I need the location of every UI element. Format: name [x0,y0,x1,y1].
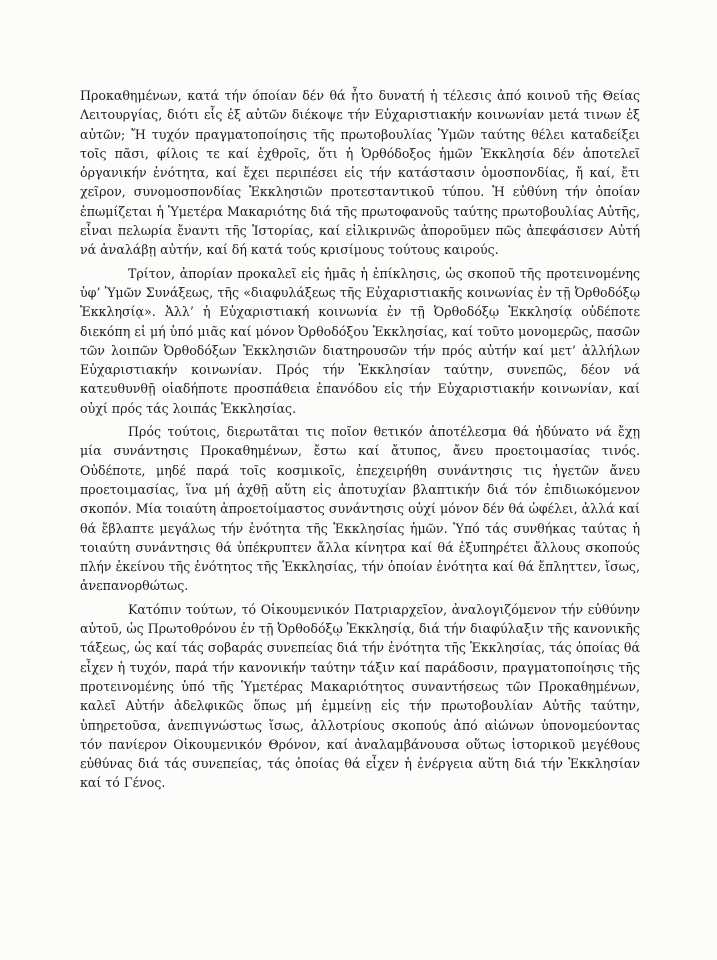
paragraph-continuation: Προκαθημένων, κατά τήν όποίαν δέν θά ἦτο δυνατή ἡ τέλεσις ἀπό κοινοῦ τῆς Θείας Λειτουργίας, διότι εἷς ἐξ αὐτῶν διέκοψε τήν Εὐχαριστιακήν κοινωνίαν μετά τινων ἐξ αὐτῶν; Ἤ τυχόν πραγματοποίησις τῆς πρωτοβουλίας Ὑμῶν ταύτης θέλει καταδείξει τοῖς πᾶσι, φίλοις τε καί ἐχθροῖς, ὅτι ἡ Ὀρθόδοξος ἡμῶν Ἐκκλησία δέν ἀποτελεῖ ὀργανικήν ἑνότητα, καί ἔχει περιπέσει εἰς τήν κατάστασιν ὁμοσπονδίας, ἤ καί, ἔτι χεῖρον, συνομοσπονδίας Ἐκκλησιῶν προτεσταντικοῦ τύπου. Ἡ εὐθύνη τήν ὁποίαν ἐπωμίζεται ἡ Ὑμετέρα Μακαριότης διά τῆς πρωτοφανοῦς ταύτης πρωτοβουλίας Αὐτῆς, εἶναι πελωρία ἔναντι τῆς Ἱστορίας, καί εἰλικρινῶς ἀπορoῦμεν πῶς ἀπεφάσισεν Αὐτή νά ἀναλάβῃ αὐτήν, καί δή κατά τούς κρισίμους τούτους καιρούς. [80,88,640,258]
paragraph-conclusion: Κατόπιν τούτων, τό Οἰκουμενικόν Πατριαρχεῖον, ἀναλογιζόμενον τήν εὐθύνην αὐτοῦ, ὡς Πρωτοθρόνου ἐν τῇ Ὀρθοδόξῳ Ἐκκλησίᾳ, διά τήν διαφύλαξιν τῆς κανονικῆς τάξεως, ὡς καί τάς σοβαράς συνεπείας διά τήν ἑνότητα τῆς Ἐκκλησίας, τάς ὁποίας θά εἶχεν ἡ τυχόν, παρά τήν κανονικήν ταύτην τάξιν καί παράδοσιν, πραγματοποίησις τῆς προτεινομένης ὑπό τῆς Ὑμετέρας Μακαριότητος συναντήσεως τῶν Προκαθημένων, καλεῖ Αὐτήν ἀδελφικῶς ὅπως μή ἐμμείνῃ εἰς τήν πρωτοβουλίαν Αὐτῆς ταύτην, ὑπηρετοῦσα, ἀνεπιγνώστως ἴσως, ἀλλοτρίους σκοπούς ἀπό αἰώνων ὑπονομεύοντας τόν πανίερον Οἰκουμενικόν Θρόνον, καί ἀναλαμβάνουσα οὕτως ἱστορικοῦ μεγέθους εὐθύνας διά τάς συνεπείας, τάς ὁποίας θά εἶχεν ἡ ἐνέργεια αὕτη διά τήν Ἐκκλησίαν καί τό Γένος. [80,601,640,791]
letter-body [80,86,640,797]
paragraph-meeting-preparation: Πρός τούτοις, διερωτᾶται τις ποῖον θετικόν ἀποτέλεσμα θά ἠδύνατο νά ἔχῃ μία συνάντησις Προκαθημένων, ἔστω καί ἄτυπος, ἄνευ προετοιμασίας τινός. Οὐδέποτε, μηδέ παρά τοῖς κοσμικοῖς, ἐπεχειρήθη συνάντησις τις ἡγετῶν ἄνευ προετοιμασίας, ἵνα μή ἀχθῇ αὕτη εἰς ἀποτυχίαν βλαπτικήν διά τόν ἐπιδιωκόμενον σκοπόν. Μία τοιαύτη ἀπροετοίμαστος συνάντησις οὐχί μόνον δέν θά ὠφέλει, ἀλλά καί θά ἔβλαπτε μεγάλως τήν ἑνότητα τῆς Ἐκκλησίας ἡμῶν. Ὑπό τάς συνθήκας ταύτας ἡ τοιαύτη συνάντησις θά ὑπέκρυπτεν ἄλλα κίνητρα καί θά ἐξυπηρέτει ἄλλους σκοπούς πλήν ἐκείνου τῆς ἑνότητος τῆς Ἐκκλησίας, τήν ὁποίαν ἑνότητα καί θά ἔπληττεν, ἴσως, ἀνεπανορθώτως. [80,424,640,594]
paragraph-third-point: Τρίτον, ἀπορίαν προκαλεῖ εἰς ἡμᾶς ἡ ἐπίκλησις, ὡς σκοποῦ τῆς προτεινομένης ὑφ’ Ὑμῶν Συνάξεως, τῆς «διαφυλάξεως τῆς Εὐχαριστιακῆς κοινωνίας ἐν τῇ Ὀρθοδόξῳ Ἐκκλησίᾳ». Ἀλλ’ ἡ Εὐχαριστιακή κοινωνία ἐν τῇ Ὀρθοδόξῳ Ἐκκλησίᾳ οὐδέποτε διεκόπη εἰ μή ὑπό μιᾶς καί μόνον Ὀρθοδόξου Ἐκκλησίας, καί τοῦτο μονομερῶς, πασῶν τῶν λοιπῶν Ὀρθοδόξων Ἐκκλησιῶν διατηρουσῶν τήν πρός αὐτήν καί μετ’ ἀλλήλων Εὐχαριστιακήν κοινωνίαν. Πρός τήν Ἐκκλησίαν ταύτην, συνεπῶς, δέον νά κατευθυνθῇ οἱαδήποτε προσπάθεια ἐπανόδου εἰς τήν Εὐχαριστιακήν κοινωνίαν, καί οὐχί πρός τάς λοιπάς Ἐκκλησίας. [80,265,640,416]
